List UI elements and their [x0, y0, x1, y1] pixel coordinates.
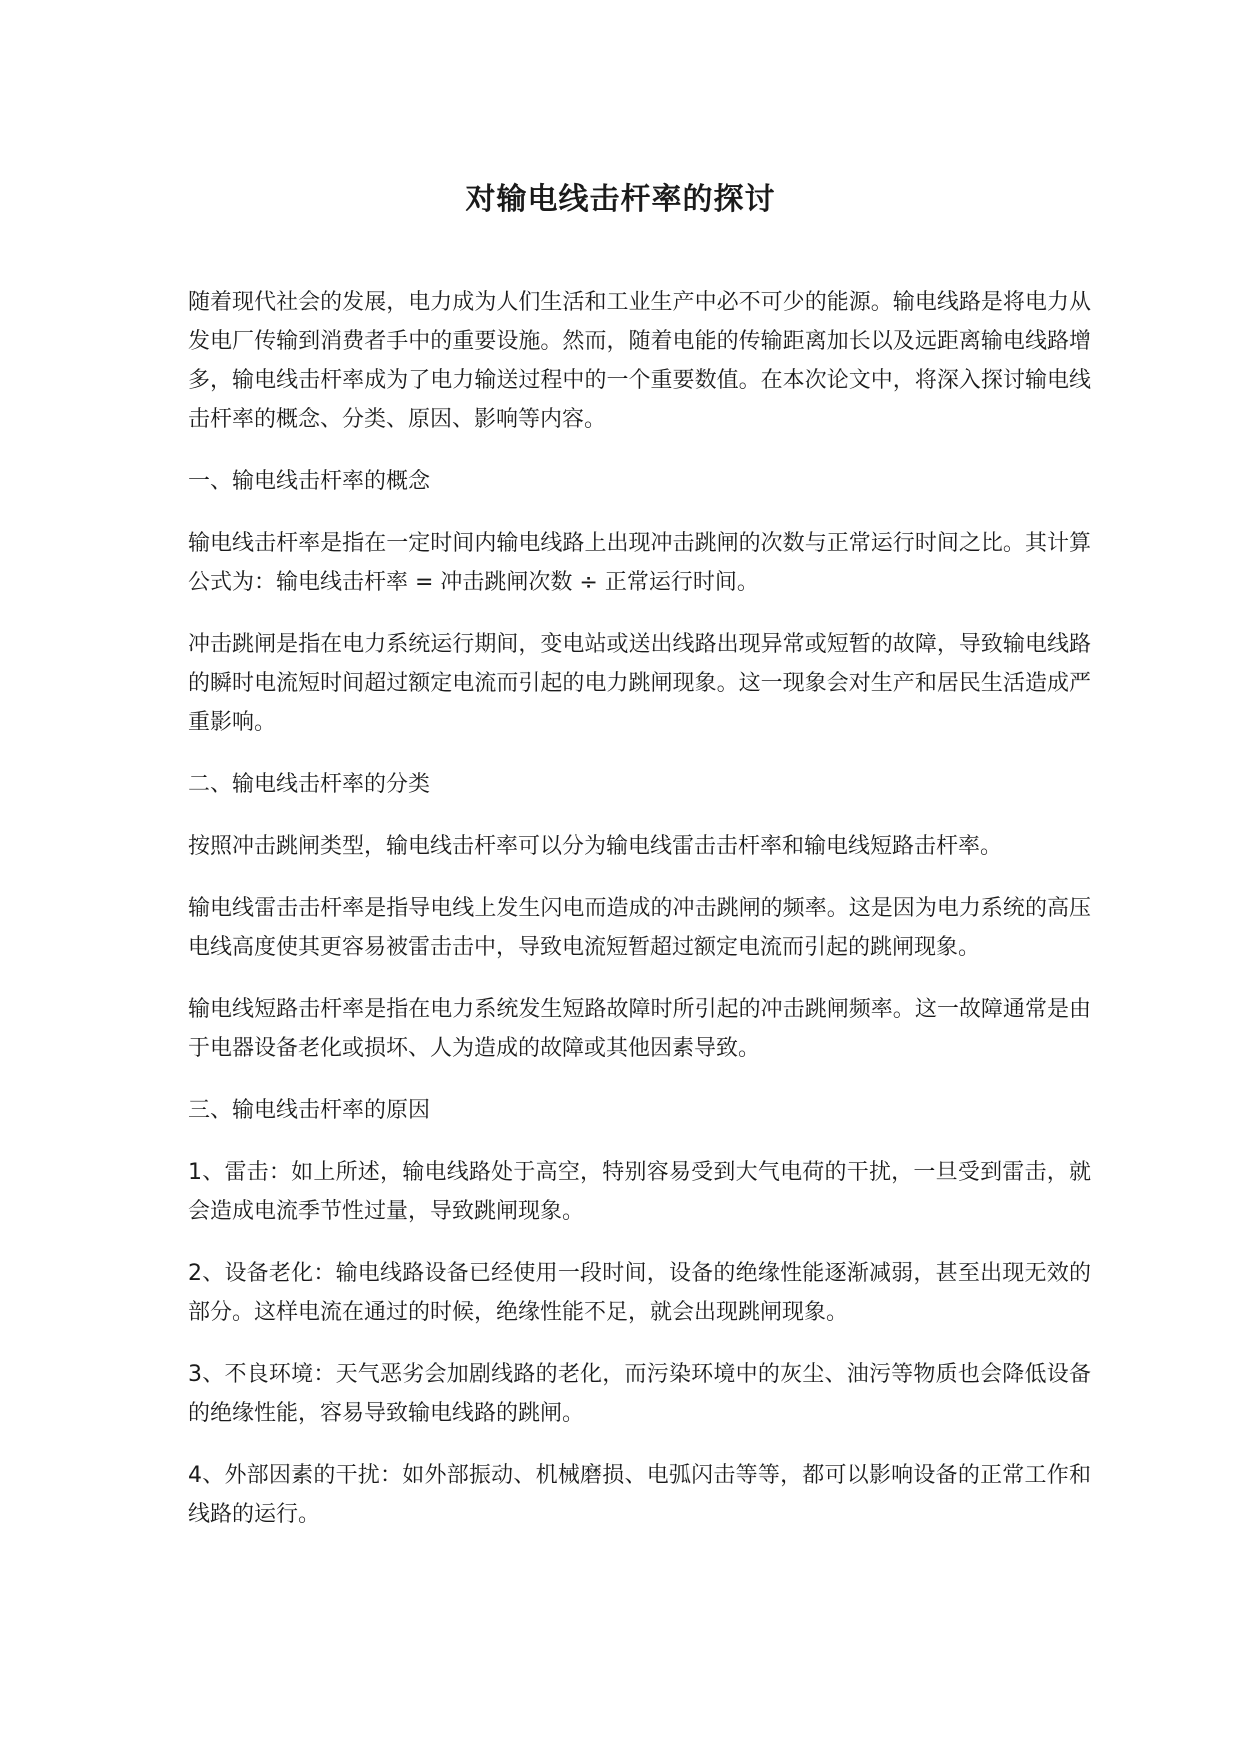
paragraph-classification: 按照冲击跳闸类型，输电线击杆率可以分为输电线雷击击杆率和输电线短路击杆率。: [188, 834, 1003, 859]
document-body: [188, 283, 1091, 1534]
cause-item-external: 4、外部因素的干扰：如外部振动、机械磨损、电弧闪击等等，都可以影响设备的正常工作和线路的运行。: [188, 1463, 1091, 1527]
cause-item-lightning: 1、雷击：如上所述，输电线路处于高空，特别容易受到大气电荷的干扰，一旦受到雷击，就会造成电流季节性过量，导致跳闸现象。: [188, 1160, 1091, 1224]
paragraph-lightning-rate: 输电线雷击击杆率是指导电线上发生闪电而造成的冲击跳闸的频率。这是因为电力系统的高压电线高度使其更容易被雷击击中，导致电流短暂超过额定电流而引起的跳闸现象。: [188, 896, 1091, 960]
cause-item-environment: 3、不良环境：天气恶劣会加剧线路的老化，而污染环境中的灰尘、油污等物质也会降低设备的绝缘性能，容易导致输电线路的跳闸。: [188, 1362, 1091, 1426]
paragraph-short-circuit-rate: 输电线短路击杆率是指在电力系统发生短路故障时所引起的冲击跳闸频率。这一故障通常是由于电器设备老化或损坏、人为造成的故障或其他因素导致。: [188, 997, 1091, 1061]
cause-item-aging: 2、设备老化：输电线路设备已经使用一段时间，设备的绝缘性能逐渐减弱，甚至出现无效的部分。这样电流在通过的时候，绝缘性能不足，就会出现跳闸现象。: [188, 1261, 1091, 1325]
paragraph-definition: 输电线击杆率是指在一定时间内输电线路上出现冲击跳闸的次数与正常运行时间之比。其计算公式为：输电线击杆率 = 冲击跳闸次数 ÷ 正常运行时间。: [188, 531, 1091, 595]
document-title: 对输电线击杆率的探讨: [465, 182, 776, 217]
section-heading-concept: 一、输电线击杆率的概念: [188, 469, 431, 494]
section-heading-classification: 二、输电线击杆率的分类: [188, 772, 431, 797]
section-heading-causes: 三、输电线击杆率的原因: [188, 1098, 431, 1123]
paragraph-impulse-trip: 冲击跳闸是指在电力系统运行期间，变电站或送出线路出现异常或短暂的故障，导致输电线路的瞬时电流短时间超过额定电流而引起的电力跳闸现象。这一现象会对生产和居民生活造成严重影响。: [188, 632, 1091, 735]
intro-paragraph: 随着现代社会的发展，电力成为人们生活和工业生产中必不可少的能源。输电线路是将电力从发电厂传输到消费者手中的重要设施。然而，随着电能的传输距离加长以及远距离输电线路增多，输电线击杆率成为了电力输送过程中的一个重要数值。在本次论文中，将深入探讨输电线击杆率的概念、分类、原因、影响等内容。: [188, 290, 1091, 432]
